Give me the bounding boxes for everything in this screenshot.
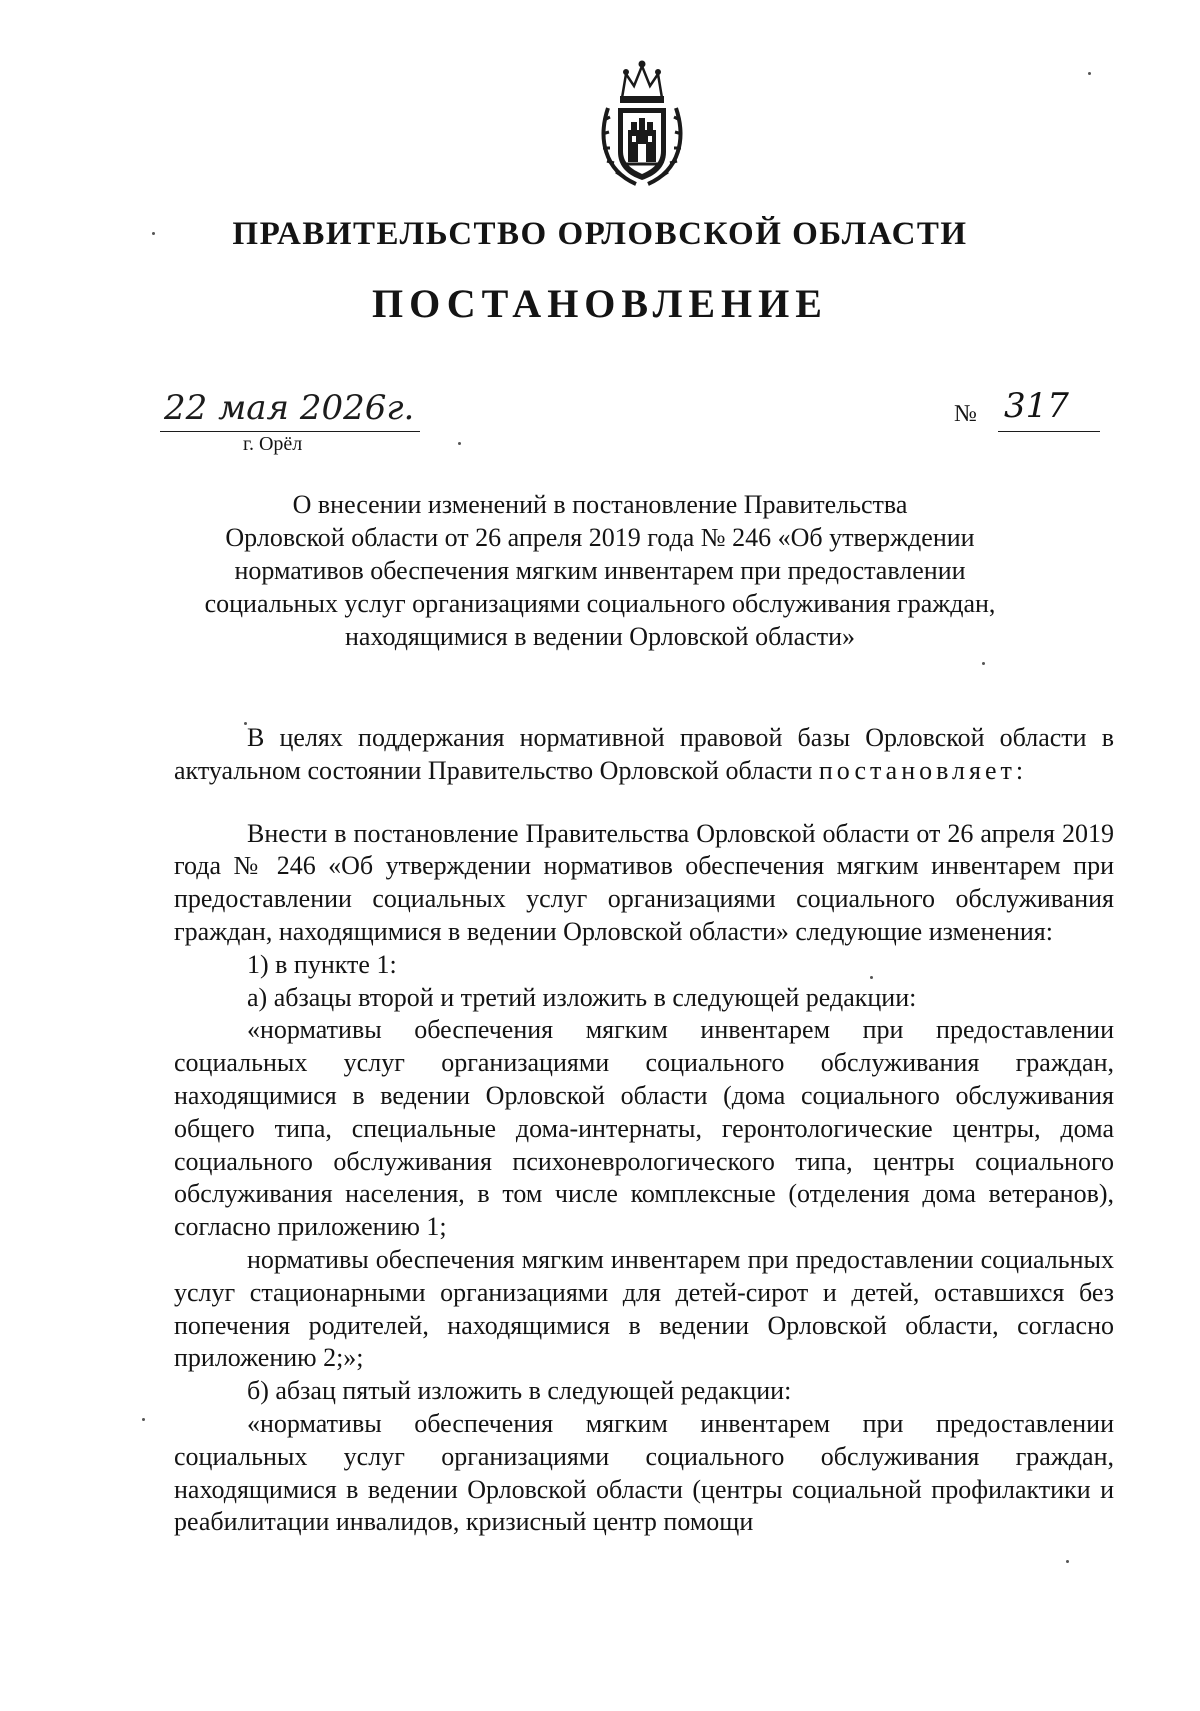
subject-line: О внесении изменений в постановление Правительства xyxy=(292,490,908,519)
scan-speck xyxy=(458,442,461,445)
quote-paragraph-3: «нормативы обеспечения мягким инвентарем при предоставлении социальных услуг организациями социального обслуживания граждан, находящимися в ведении Орловской области (центры социальной профилактики и реабилитации инвалидов, кризисный центр помощи xyxy=(174,1408,1114,1537)
handwritten-number: 317 xyxy=(1004,386,1069,426)
quote-paragraph-1: «нормативы обеспечения мягким инвентарем при предоставлении социальных услуг организациями социального обслуживания граждан, находящимися в ведении Орловской области (дома социального обслуживания общего типа, специальные дома-интернаты, геронтологические центры, дома социального обслуживания психоневрологического типа, центры социального обслуживания населения, в том числе комплексные (отделения дома ветеранов), согласно приложению 1; xyxy=(174,1015,1114,1242)
city-label: г. Орёл xyxy=(243,433,303,455)
preamble-paragraph xyxy=(174,722,1114,788)
subject-line: находящимися в ведении Орловской области» xyxy=(344,622,856,651)
number-underline xyxy=(998,431,1100,432)
subject-line: Орловской области от 26 апреля 2019 года № 246 «Об утверждении xyxy=(225,523,975,552)
scan-speck xyxy=(1066,1560,1069,1563)
coat-of-arms-icon xyxy=(596,60,688,190)
preamble-verb: постановляет: xyxy=(818,755,1028,785)
preamble-text: В целях поддержания нормативной правовой базы Орловской области в актуальном состоянии Правительство Орловской области xyxy=(174,723,1114,785)
scan-speck xyxy=(152,232,155,235)
subject-line: социальных услуг организациями социального обслуживания граждан, xyxy=(204,589,996,618)
scan-speck xyxy=(142,1418,145,1421)
document-subject xyxy=(150,488,1050,653)
scan-speck xyxy=(1088,72,1091,75)
scan-speck xyxy=(982,662,985,665)
number-label: № xyxy=(954,401,977,427)
scan-speck xyxy=(870,976,873,979)
item-1a: а) абзацы второй и третий изложить в следующей редакции: xyxy=(247,982,917,1012)
item-1: 1) в пункте 1: xyxy=(247,949,397,979)
subject-line: нормативов обеспечения мягким инвентарем при предоставлении xyxy=(234,556,966,585)
item-1b: б) абзац пятый изложить в следующей редакции: xyxy=(247,1376,792,1406)
document-type-title: ПОСТАНОВЛЕНИЕ xyxy=(372,281,828,326)
coat-of-arms-emblem xyxy=(596,60,688,190)
document-body xyxy=(174,722,1114,1539)
quote-paragraph-2: нормативы обеспечения мягким инвентарем при предоставлении социальных услуг стационарными организациями для детей-сирот и детей, оставшихся без попечения родителей, находящимися в ведении Орловской области, согласно приложению 2;»; xyxy=(174,1244,1114,1373)
government-title: ПРАВИТЕЛЬСТВО ОРЛОВСКОЙ ОБЛАСТИ xyxy=(232,216,968,252)
handwritten-date: 22 мая 2026г. xyxy=(164,388,415,428)
intro-paragraph: Внести в постановление Правительства Орловской области от 26 апреля 2019 года № 246 «Об утверждении нормативов обеспечения мягким инвентарем при предоставлении социальных услуг организациями социального обслуживания граждан, находящимися в ведении Орловской области» следующие изменения: xyxy=(174,818,1114,946)
scan-speck xyxy=(244,722,247,725)
